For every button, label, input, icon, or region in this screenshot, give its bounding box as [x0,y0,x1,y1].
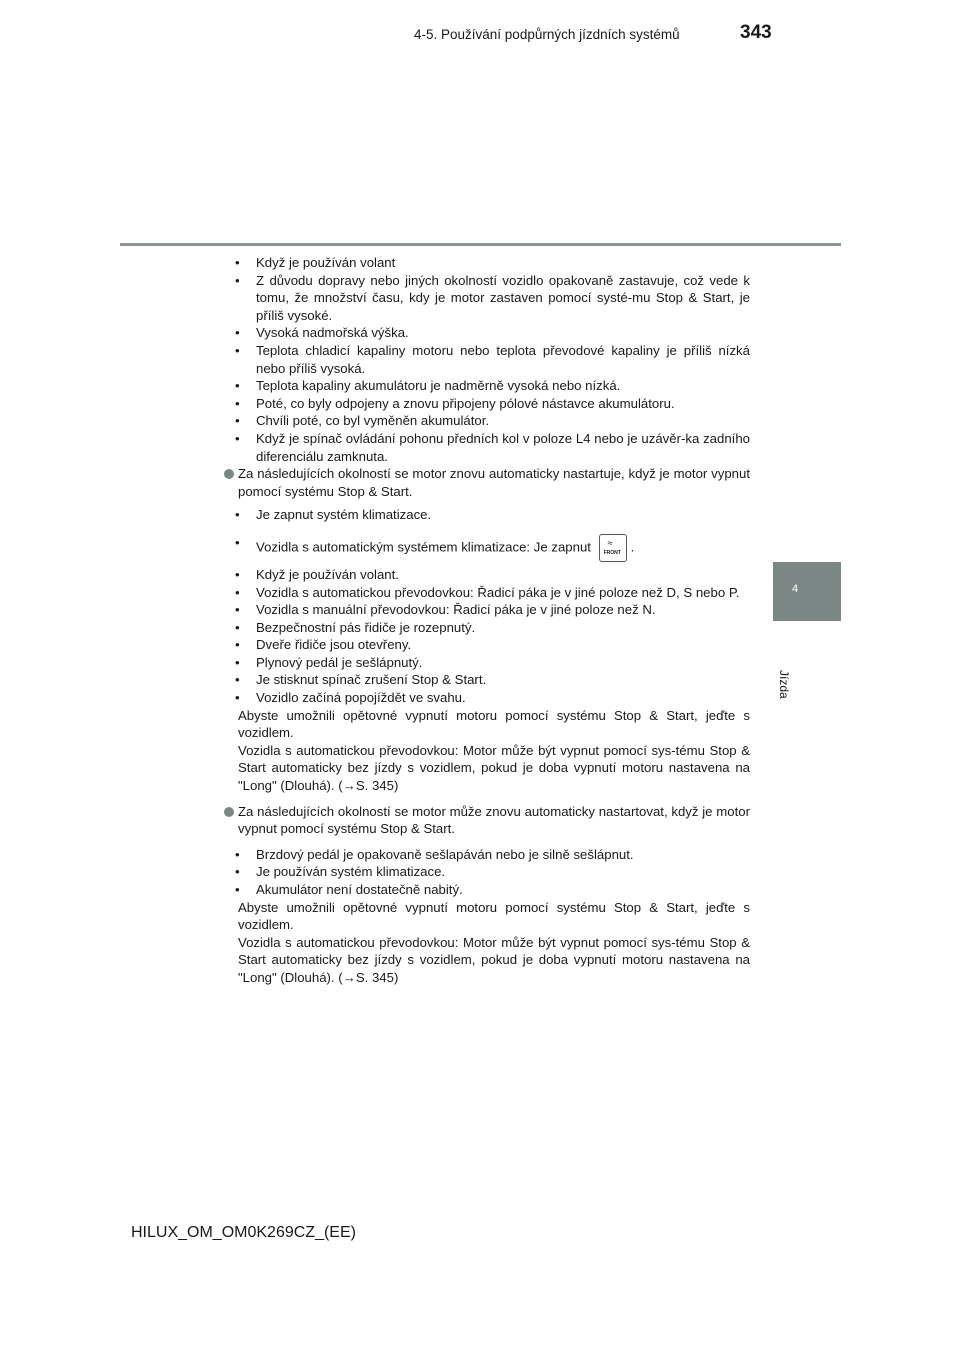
list-item: • Vozidlo začíná popojíždět ve svahu. [256,689,750,707]
header-divider [120,243,841,246]
section-title: 4-5. Používání podpůrných jízdních systémů [414,27,680,42]
section1-list-b [224,534,750,562]
chapter-label [777,628,805,699]
front-defroster-icon: ≈ FRONT [599,534,627,562]
section1-heading-text: Za následujících okolností se motor znovu automaticky nastartuje, když je motor vypnut pomocí systému Stop & Start. [238,466,750,499]
circle-bullet-icon [224,469,234,479]
list-item: • Vozidla s manuální převodovkou: Řadicí páka je v jiné poloze než N. [256,601,750,619]
list-item: • Vozidla s automatickou převodovkou: Řadicí páka je v jiné poloze než D, S nebo P. [256,584,750,602]
list-item: • Je stisknut spínač zrušení Stop & Start. [256,671,750,689]
list-item: • Když je používán volant [256,254,750,272]
list-item: • Dveře řidiče jsou otevřeny. [256,636,750,654]
circle-bullet-icon [224,807,234,817]
list-item: • Když je používán volant. [256,566,750,584]
list-item: • Když je spínač ovládání pohonu předních kol v poloze L4 nebo je uzávěr-ka zadního diferenciálu zamknuta. [256,430,750,465]
list-item: • Z důvodu dopravy nebo jiných okolností vozidlo opakovaně zastavuje, což vede k tomu, že množství času, kdy je motor zastaven pomocí systé-mu Stop & Start, je příliš vysoké. [256,272,750,325]
list-item: • Poté, co byly odpojeny a znovu připojeny pólové nástavce akumulátoru. [256,395,750,413]
section1-heading [224,465,750,500]
list-item: • Akumulátor není dostatečně nabitý. [256,881,750,899]
list-item: • Plynový pedál je sešlápnutý. [256,654,750,672]
chapter-label-text: Jízda [777,670,791,699]
item-suffix: . [630,539,635,555]
icon-label: FRONT [603,549,621,556]
list-item: • Vysoká nadmořská výška. [256,324,750,342]
list-item: • Je zapnut systém klimatizace. [256,506,750,524]
list-item: • Chvíli poté, co byl vyměněn akumulátor. [256,412,750,430]
page-number: 343 [740,22,772,43]
section1-note: Abyste umožnili opětovné vypnutí motoru pomocí systému Stop & Start, jeďte s vozidlem. [238,707,750,741]
list-item: • Bezpečnostní pás řidiče je rozepnutý. [256,619,750,637]
section2-note: Abyste umožnili opětovné vypnutí motoru pomocí systému Stop & Start, jeďte s vozidlem. [238,899,750,933]
section2-note: Vozidla s automatickou převodovkou: Motor může být vypnut pomocí sys-tému Stop & Start automaticky bez jízdy s vozidlem, pokud je doba vypnutí motoru nastavena na "Long" (Dlouhá). (→S. 345) [238,934,750,985]
document-code: HILUX_OM_OM0K269CZ_(EE) [131,1224,356,1241]
list-item: • Teplota kapaliny akumulátoru je nadměrně vysoká nebo nízká. [256,377,750,395]
main-content [224,254,750,987]
section2-heading [224,803,750,838]
conditions-list [224,254,750,465]
chapter-number: 4 [792,583,799,595]
chapter-tab [773,562,841,621]
list-item: • Brzdový pedál je opakovaně sešlapáván nebo je silně sešlápnut. [256,846,750,864]
section1-list-a [224,506,750,524]
section1-list-c [224,566,750,707]
section1-note: Vozidla s automatickou převodovkou: Motor může být vypnut pomocí sys-tému Stop & Start automaticky bez jízdy s vozidlem, pokud je doba vypnutí motoru nastavena na "Long" (Dlouhá). (→S. 345) [238,742,750,794]
list-item [256,534,750,562]
section2-heading-text: Za následujících okolností se motor může znovu automaticky nastartovat, když je motor vypnut pomocí systému Stop & Start. [238,803,750,837]
item-text: Vozidla s automatickým systémem klimatizace: Je zapnut [256,539,591,555]
section2-list [224,846,750,899]
list-item: • Teplota chladicí kapaliny motoru nebo teplota převodové kapaliny je příliš nízká nebo příliš vysoká. [256,342,750,377]
list-item: • Je používán systém klimatizace. [256,863,750,881]
